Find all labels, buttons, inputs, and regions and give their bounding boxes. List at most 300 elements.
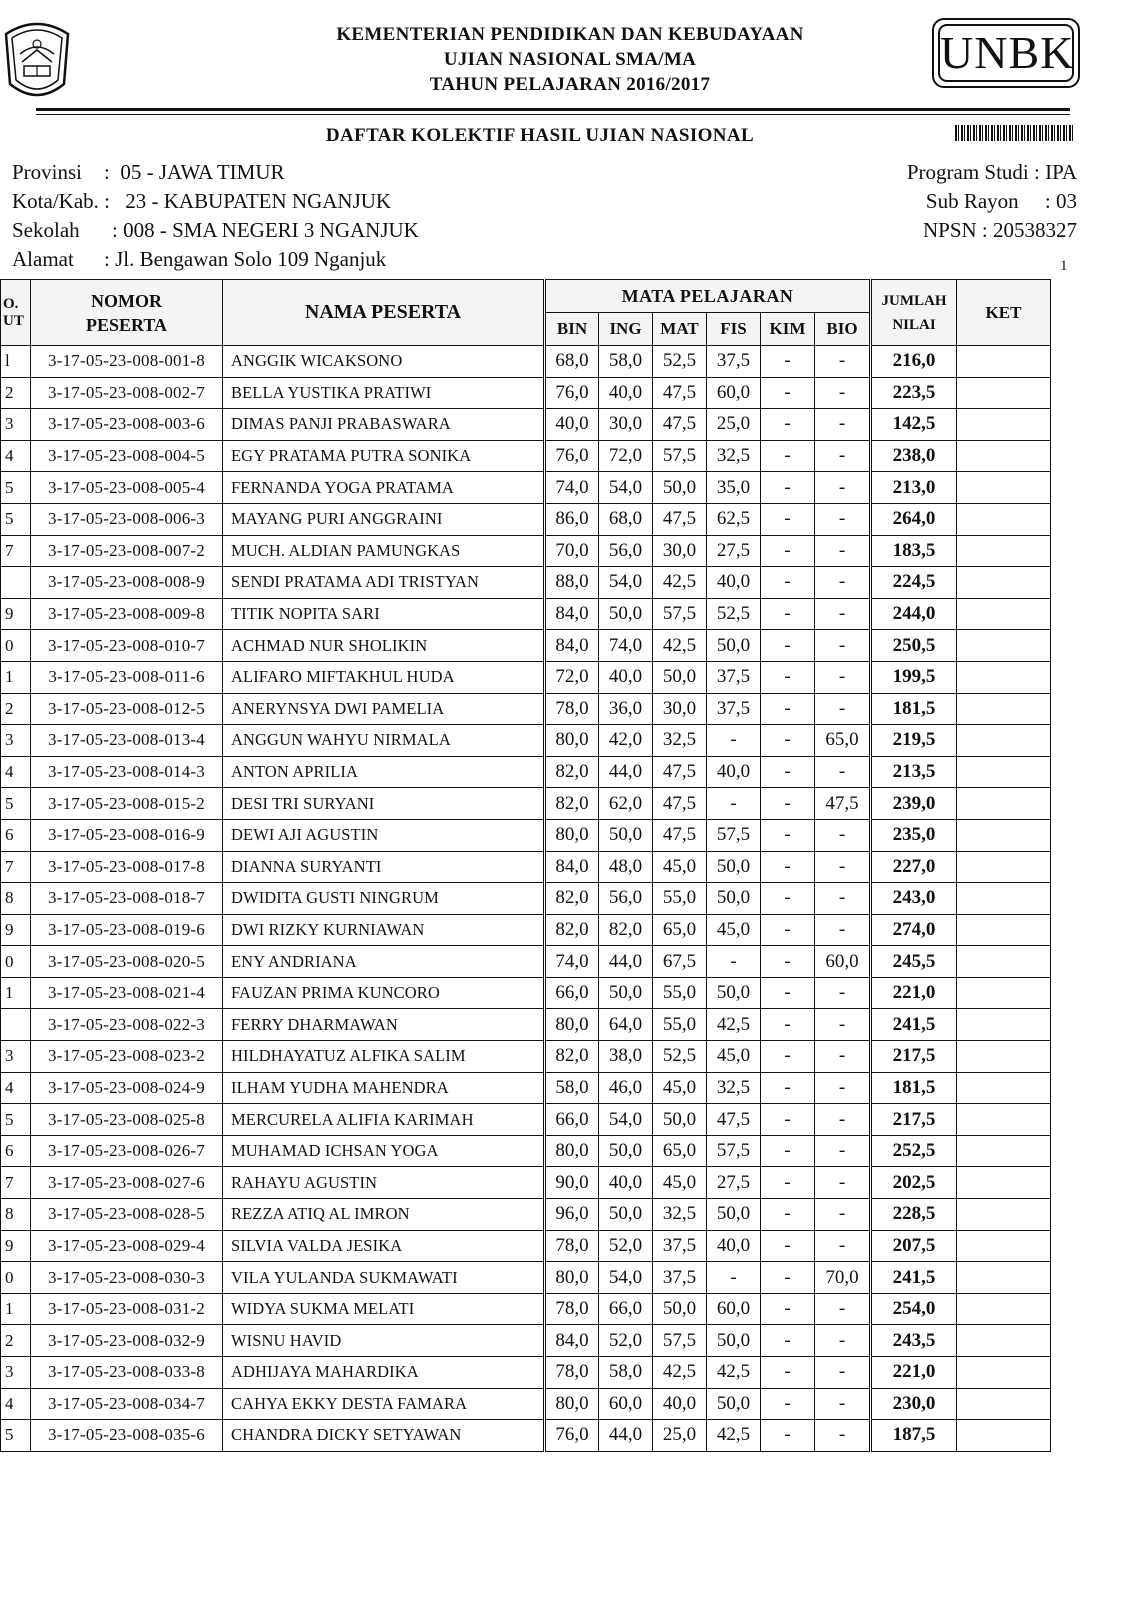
participant-number: 3-17-05-23-008-029-4 <box>31 1230 223 1262</box>
score-bin: 82,0 <box>545 883 599 915</box>
row-number: 1 <box>1 977 31 1009</box>
score-bio: - <box>815 535 871 567</box>
remark-cell <box>957 1325 1051 1357</box>
score-fis: 37,5 <box>707 661 761 693</box>
row-number: 5 <box>1 788 31 820</box>
col-jumlah: JUMLAH <box>881 292 947 309</box>
score-bin: 76,0 <box>545 1420 599 1452</box>
row-number: 5 <box>1 472 31 504</box>
total-score: 264,0 <box>871 503 957 535</box>
remark-cell <box>957 1135 1051 1167</box>
remark-cell <box>957 1009 1051 1041</box>
remark-cell <box>957 1357 1051 1389</box>
score-kim: - <box>761 914 815 946</box>
table-row <box>1 630 1051 662</box>
row-number: 4 <box>1 1388 31 1420</box>
total-score: 217,5 <box>871 1041 957 1073</box>
score-bin: 86,0 <box>545 503 599 535</box>
table-row <box>1 1167 1051 1199</box>
row-number: 0 <box>1 946 31 978</box>
npsn: NPSN : 20538327 <box>922 218 1077 242</box>
score-fis: 35,0 <box>707 472 761 504</box>
score-fis: 40,0 <box>707 1230 761 1262</box>
score-bin: 96,0 <box>545 1199 599 1231</box>
score-kim: - <box>761 567 815 599</box>
row-number: 5 <box>1 1104 31 1136</box>
provinsi-value: : 05 - JAWA TIMUR <box>104 160 285 184</box>
score-kim: - <box>761 883 815 915</box>
score-kim: - <box>761 1167 815 1199</box>
row-number: 4 <box>1 1072 31 1104</box>
total-score: 202,5 <box>871 1167 957 1199</box>
score-fis: 45,0 <box>707 914 761 946</box>
score-kim: - <box>761 535 815 567</box>
score-mat: 50,0 <box>653 1293 707 1325</box>
results-table <box>0 279 1051 1452</box>
remark-cell <box>957 630 1051 662</box>
row-number: 7 <box>1 535 31 567</box>
participant-name: FERNANDA YOGA PRATAMA <box>223 472 545 504</box>
score-bin: 74,0 <box>545 946 599 978</box>
row-number: 7 <box>1 1167 31 1199</box>
score-mat: 50,0 <box>653 661 707 693</box>
score-bio: 70,0 <box>815 1262 871 1294</box>
table-row <box>1 725 1051 757</box>
score-ing: 42,0 <box>599 725 653 757</box>
score-fis: 25,0 <box>707 409 761 441</box>
score-bin: 84,0 <box>545 598 599 630</box>
provinsi-row <box>12 158 419 187</box>
participant-number: 3-17-05-23-008-001-8 <box>31 346 223 378</box>
score-bin: 78,0 <box>545 1230 599 1262</box>
score-ing: 54,0 <box>599 1262 653 1294</box>
total-score: 221,0 <box>871 977 957 1009</box>
score-fis: 27,5 <box>707 535 761 567</box>
row-number: 0 <box>1 1262 31 1294</box>
col-nilai: NILAI <box>892 316 936 333</box>
score-mat: 65,0 <box>653 914 707 946</box>
score-kim: - <box>761 661 815 693</box>
score-ing: 74,0 <box>599 630 653 662</box>
col-ing: ING <box>599 313 653 346</box>
participant-number: 3-17-05-23-008-028-5 <box>31 1199 223 1231</box>
score-bio: - <box>815 346 871 378</box>
participant-number: 3-17-05-23-008-008-9 <box>31 567 223 599</box>
participant-number: 3-17-05-23-008-014-3 <box>31 756 223 788</box>
remark-cell <box>957 440 1051 472</box>
row-number: 3 <box>1 1357 31 1389</box>
score-mat: 42,5 <box>653 1357 707 1389</box>
row-number: 3 <box>1 725 31 757</box>
table-row <box>1 788 1051 820</box>
score-fis: 52,5 <box>707 598 761 630</box>
score-bio: - <box>815 1420 871 1452</box>
ministry-logo <box>0 14 74 106</box>
score-ing: 58,0 <box>599 346 653 378</box>
score-mat: 55,0 <box>653 883 707 915</box>
score-bio: - <box>815 1230 871 1262</box>
score-mat: 25,0 <box>653 1420 707 1452</box>
remark-cell <box>957 598 1051 630</box>
score-mat: 47,5 <box>653 756 707 788</box>
total-score: 207,5 <box>871 1230 957 1262</box>
score-bin: 66,0 <box>545 1104 599 1136</box>
score-ing: 50,0 <box>599 1135 653 1167</box>
score-mat: 57,5 <box>653 440 707 472</box>
table-row <box>1 472 1051 504</box>
total-score: 213,5 <box>871 756 957 788</box>
score-bin: 82,0 <box>545 756 599 788</box>
participant-number: 3-17-05-23-008-031-2 <box>31 1293 223 1325</box>
participant-name: ILHAM YUDHA MAHENDRA <box>223 1072 545 1104</box>
score-mat: 57,5 <box>653 1325 707 1357</box>
score-bin: 80,0 <box>545 1388 599 1420</box>
participant-name: DEWI AJI AGUSTIN <box>223 819 545 851</box>
score-fis: 62,5 <box>707 503 761 535</box>
score-mat: 52,5 <box>653 1041 707 1073</box>
score-bio: - <box>815 472 871 504</box>
total-score: 224,5 <box>871 567 957 599</box>
score-ing: 82,0 <box>599 914 653 946</box>
total-score: 183,5 <box>871 535 957 567</box>
score-mat: 50,0 <box>653 472 707 504</box>
total-score: 252,5 <box>871 1135 957 1167</box>
row-number: 8 <box>1 1199 31 1231</box>
score-fis: - <box>707 1262 761 1294</box>
table-row <box>1 914 1051 946</box>
score-ing: 54,0 <box>599 472 653 504</box>
col-peserta: PESERTA <box>85 314 168 335</box>
participant-name: REZZA ATIQ AL IMRON <box>223 1199 545 1231</box>
participant-number: 3-17-05-23-008-015-2 <box>31 788 223 820</box>
total-score: 244,0 <box>871 598 957 630</box>
row-number <box>1 1009 31 1041</box>
score-bio: - <box>815 1009 871 1041</box>
score-bio: - <box>815 1167 871 1199</box>
score-bio: - <box>815 598 871 630</box>
table-row <box>1 661 1051 693</box>
score-bio: - <box>815 977 871 1009</box>
kota-label: Kota/Kab. : <box>12 189 110 213</box>
score-bin: 76,0 <box>545 377 599 409</box>
score-bin: 80,0 <box>545 1262 599 1294</box>
score-ing: 62,0 <box>599 788 653 820</box>
score-mat: 45,0 <box>653 1072 707 1104</box>
remark-cell <box>957 693 1051 725</box>
participant-name: SENDI PRATAMA ADI TRISTYAN <box>223 567 545 599</box>
score-bio: - <box>815 851 871 883</box>
row-number: 5 <box>1 1420 31 1452</box>
table-row <box>1 503 1051 535</box>
col-ket: KET <box>957 280 1051 346</box>
participant-number: 3-17-05-23-008-027-6 <box>31 1167 223 1199</box>
header-rule <box>36 108 1070 111</box>
table-row <box>1 756 1051 788</box>
remark-cell <box>957 503 1051 535</box>
remark-cell <box>957 725 1051 757</box>
score-fis: - <box>707 946 761 978</box>
score-mat: 55,0 <box>653 977 707 1009</box>
total-score: 245,5 <box>871 946 957 978</box>
row-number: 2 <box>1 1325 31 1357</box>
row-number: 3 <box>1 409 31 441</box>
score-ing: 56,0 <box>599 883 653 915</box>
score-mat: 65,0 <box>653 1135 707 1167</box>
participant-name: ANTON APRILIA <box>223 756 545 788</box>
score-kim: - <box>761 346 815 378</box>
score-bio: - <box>815 693 871 725</box>
score-bio: 60,0 <box>815 946 871 978</box>
participant-name: HILDHAYATUZ ALFIKA SALIM <box>223 1041 545 1073</box>
score-bin: 40,0 <box>545 409 599 441</box>
page-number: 1 <box>1060 258 1068 274</box>
col-bin: BIN <box>545 313 599 346</box>
score-fis: 50,0 <box>707 851 761 883</box>
score-bin: 84,0 <box>545 1325 599 1357</box>
score-mat: 47,5 <box>653 819 707 851</box>
total-score: 274,0 <box>871 914 957 946</box>
score-bin: 78,0 <box>545 1357 599 1389</box>
score-bin: 66,0 <box>545 977 599 1009</box>
participant-number: 3-17-05-23-008-025-8 <box>31 1104 223 1136</box>
alamat-value: : Jl. Bengawan Solo 109 Nganjuk <box>104 247 387 271</box>
score-bio: - <box>815 819 871 851</box>
table-row <box>1 1325 1051 1357</box>
score-fis: 32,5 <box>707 440 761 472</box>
table-row <box>1 1357 1051 1389</box>
remark-cell <box>957 946 1051 978</box>
col-bio: BIO <box>815 313 871 346</box>
score-bio: - <box>815 914 871 946</box>
score-mat: 37,5 <box>653 1230 707 1262</box>
total-score: 243,5 <box>871 1325 957 1357</box>
score-bin: 58,0 <box>545 1072 599 1104</box>
participant-name: ANGGUN WAHYU NIRMALA <box>223 725 545 757</box>
row-number: 3 <box>1 1041 31 1073</box>
row-number: 7 <box>1 851 31 883</box>
participant-name: WISNU HAVID <box>223 1325 545 1357</box>
school-info <box>12 158 419 274</box>
score-bin: 76,0 <box>545 440 599 472</box>
score-fis: 60,0 <box>707 1293 761 1325</box>
score-bin: 78,0 <box>545 693 599 725</box>
score-ing: 52,0 <box>599 1325 653 1357</box>
table-row <box>1 819 1051 851</box>
participant-name: FAUZAN PRIMA KUNCORO <box>223 977 545 1009</box>
score-bio: - <box>815 567 871 599</box>
participant-number: 3-17-05-23-008-002-7 <box>31 377 223 409</box>
score-ing: 40,0 <box>599 1167 653 1199</box>
score-ing: 66,0 <box>599 1293 653 1325</box>
score-kim: - <box>761 630 815 662</box>
score-bin: 84,0 <box>545 630 599 662</box>
table-row <box>1 1072 1051 1104</box>
row-number: 1 <box>1 1293 31 1325</box>
col-nomor-peserta <box>31 280 223 346</box>
participant-name: DIMAS PANJI PRABASWARA <box>223 409 545 441</box>
total-score: 241,5 <box>871 1262 957 1294</box>
table-row <box>1 1041 1051 1073</box>
score-fis: - <box>707 788 761 820</box>
participant-number: 3-17-05-23-008-016-9 <box>31 819 223 851</box>
participant-number: 3-17-05-23-008-026-7 <box>31 1135 223 1167</box>
score-mat: 30,0 <box>653 693 707 725</box>
program-studi: Program Studi : IPA <box>906 160 1077 184</box>
score-bio: - <box>815 503 871 535</box>
score-kim: - <box>761 725 815 757</box>
score-bio: - <box>815 1135 871 1167</box>
score-bin: 82,0 <box>545 788 599 820</box>
participant-name: FERRY DHARMAWAN <box>223 1009 545 1041</box>
score-kim: - <box>761 1104 815 1136</box>
score-fis: 50,0 <box>707 977 761 1009</box>
row-number: 9 <box>1 914 31 946</box>
table-row <box>1 377 1051 409</box>
score-mat: 55,0 <box>653 1009 707 1041</box>
participant-number: 3-17-05-23-008-018-7 <box>31 883 223 915</box>
participant-name: MUHAMAD ICHSAN YOGA <box>223 1135 545 1167</box>
remark-cell <box>957 346 1051 378</box>
score-bin: 80,0 <box>545 819 599 851</box>
score-bin: 80,0 <box>545 1009 599 1041</box>
score-mat: 37,5 <box>653 1262 707 1294</box>
participant-number: 3-17-05-23-008-013-4 <box>31 725 223 757</box>
score-ing: 50,0 <box>599 977 653 1009</box>
remark-cell <box>957 788 1051 820</box>
score-bio: - <box>815 630 871 662</box>
row-number: 6 <box>1 819 31 851</box>
row-number: 0 <box>1 630 31 662</box>
participant-name: RAHAYU AGUSTIN <box>223 1167 545 1199</box>
document-header <box>200 22 940 97</box>
score-fis: - <box>707 725 761 757</box>
participant-number: 3-17-05-23-008-006-3 <box>31 503 223 535</box>
col-fis: FIS <box>707 313 761 346</box>
participant-name: ADHIJAYA MAHARDIKA <box>223 1357 545 1389</box>
participant-name: TITIK NOPITA SARI <box>223 598 545 630</box>
participant-number: 3-17-05-23-008-022-3 <box>31 1009 223 1041</box>
score-ing: 50,0 <box>599 1199 653 1231</box>
score-bio: - <box>815 661 871 693</box>
row-number: 4 <box>1 756 31 788</box>
total-score: 239,0 <box>871 788 957 820</box>
table-row <box>1 1420 1051 1452</box>
sekolah-row <box>12 216 419 245</box>
table-row <box>1 851 1051 883</box>
score-bin: 80,0 <box>545 725 599 757</box>
row-number: l <box>1 346 31 378</box>
total-score: 243,0 <box>871 883 957 915</box>
score-bio: - <box>815 409 871 441</box>
remark-cell <box>957 914 1051 946</box>
participant-number: 3-17-05-23-008-019-6 <box>31 914 223 946</box>
score-kim: - <box>761 1135 815 1167</box>
table-row <box>1 567 1051 599</box>
score-kim: - <box>761 409 815 441</box>
participant-name: MUCH. ALDIAN PAMUNGKAS <box>223 535 545 567</box>
score-ing: 44,0 <box>599 1420 653 1452</box>
score-fis: 50,0 <box>707 883 761 915</box>
row-number: 9 <box>1 1230 31 1262</box>
remark-cell <box>957 851 1051 883</box>
remark-cell <box>957 535 1051 567</box>
participant-name: MAYANG PURI ANGGRAINI <box>223 503 545 535</box>
score-mat: 32,5 <box>653 725 707 757</box>
table-row <box>1 693 1051 725</box>
score-bin: 88,0 <box>545 567 599 599</box>
score-kim: - <box>761 503 815 535</box>
score-bio: - <box>815 1293 871 1325</box>
col-nomor: NOMOR <box>91 290 162 311</box>
academic-year: TAHUN PELAJARAN 2016/2017 <box>429 74 711 95</box>
score-bin: 70,0 <box>545 535 599 567</box>
score-kim: - <box>761 1230 815 1262</box>
score-kim: - <box>761 851 815 883</box>
sub-rayon: Sub Rayon : 03 <box>925 189 1077 213</box>
score-bin: 80,0 <box>545 1135 599 1167</box>
total-score: 142,5 <box>871 409 957 441</box>
remark-cell <box>957 1199 1051 1231</box>
score-mat: 42,5 <box>653 567 707 599</box>
unbk-label: UNBK <box>938 24 1074 82</box>
total-score: 230,0 <box>871 1388 957 1420</box>
total-score: 227,0 <box>871 851 957 883</box>
score-mat: 42,5 <box>653 630 707 662</box>
score-mat: 47,5 <box>653 377 707 409</box>
score-bio: 47,5 <box>815 788 871 820</box>
table-row <box>1 1293 1051 1325</box>
score-fis: 42,5 <box>707 1357 761 1389</box>
score-mat: 57,5 <box>653 598 707 630</box>
remark-cell <box>957 567 1051 599</box>
participant-name: ACHMAD NUR SHOLIKIN <box>223 630 545 662</box>
score-bin: 90,0 <box>545 1167 599 1199</box>
participant-name: SILVIA VALDA JESIKA <box>223 1230 545 1262</box>
score-fis: 40,0 <box>707 567 761 599</box>
total-score: 223,5 <box>871 377 957 409</box>
remark-cell <box>957 1388 1051 1420</box>
participant-name: CHANDRA DICKY SETYAWAN <box>223 1420 545 1452</box>
participant-number: 3-17-05-23-008-003-6 <box>31 409 223 441</box>
score-kim: - <box>761 472 815 504</box>
score-mat: 30,0 <box>653 535 707 567</box>
score-bio: - <box>815 1199 871 1231</box>
remark-cell <box>957 1420 1051 1452</box>
total-score: 199,5 <box>871 661 957 693</box>
score-fis: 50,0 <box>707 1199 761 1231</box>
participant-name: ENY ANDRIANA <box>223 946 545 978</box>
total-score: 238,0 <box>871 440 957 472</box>
score-fis: 45,0 <box>707 1041 761 1073</box>
header-row-1 <box>1 280 1051 313</box>
total-score: 235,0 <box>871 819 957 851</box>
participant-number: 3-17-05-23-008-020-5 <box>31 946 223 978</box>
score-bin: 68,0 <box>545 346 599 378</box>
score-fis: 57,5 <box>707 819 761 851</box>
barcode <box>955 125 1075 141</box>
score-bio: 65,0 <box>815 725 871 757</box>
score-mat: 45,0 <box>653 1167 707 1199</box>
score-kim: - <box>761 756 815 788</box>
score-ing: 44,0 <box>599 756 653 788</box>
score-kim: - <box>761 1357 815 1389</box>
score-kim: - <box>761 1262 815 1294</box>
table-row <box>1 1009 1051 1041</box>
score-mat: 47,5 <box>653 503 707 535</box>
score-bio: - <box>815 883 871 915</box>
score-bio: - <box>815 1388 871 1420</box>
score-ing: 54,0 <box>599 567 653 599</box>
